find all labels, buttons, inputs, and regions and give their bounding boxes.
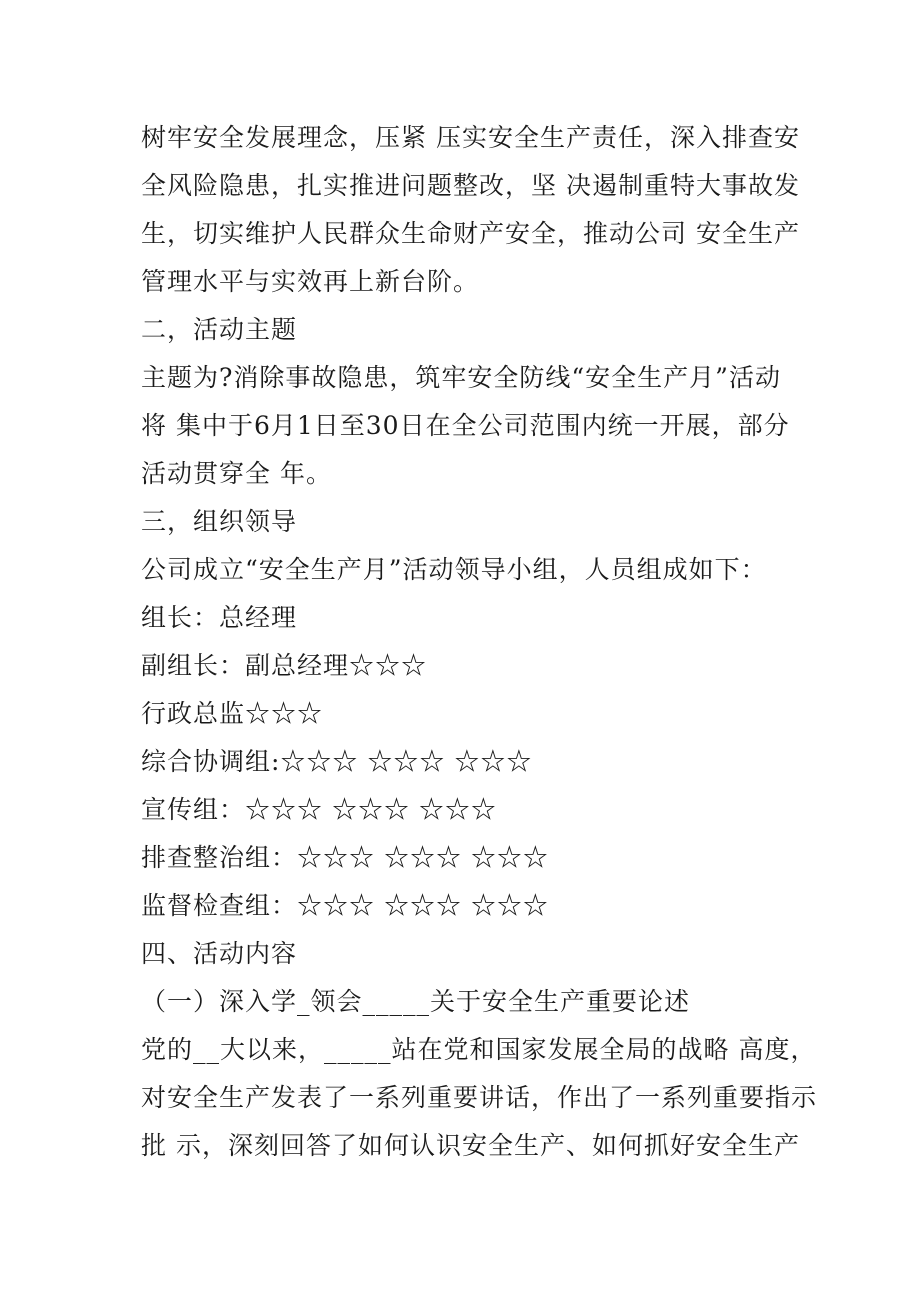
member-line: 综合协调组:☆☆☆ ☆☆☆ ☆☆☆: [141, 747, 533, 776]
paragraph-line: 管理水平与实效再上新台阶。: [141, 267, 480, 296]
paragraph-line: 公司成立“安全生产月”活动领导小组，人员组成如下：: [141, 555, 767, 584]
paragraph-line: 生，切实维护人民群众生命财产安全，推动公司 安全生产: [141, 219, 800, 248]
paragraph-line: 主题为?消除事故隐患，筑牢安全防线“安全生产月”活动: [141, 363, 781, 392]
member-line: 宣传组：☆☆☆ ☆☆☆ ☆☆☆: [141, 795, 497, 824]
paragraph-line: 全风险隐患，扎实推进问题整改，坚 决遏制重特大事故发: [141, 171, 800, 200]
paragraph-line: 活动贯穿全 年。: [141, 459, 332, 488]
subsection-heading: （一）深入学_领会_____关于安全生产重要论述: [141, 987, 691, 1016]
member-line: 排查整治组：☆☆☆ ☆☆☆ ☆☆☆: [141, 843, 549, 872]
member-line: 组长：总经理: [141, 603, 298, 632]
paragraph-line: 批 示，深刻回答了如何认识安全生产、如何抓好安全生产: [141, 1131, 800, 1160]
paragraph-line: 将 集中于6月1日至30日在全公司范围内统一开展，部分: [141, 411, 790, 440]
paragraph-line: 树牢安全发展理念，压紧 压实安全生产责任，深入排查安: [141, 123, 800, 152]
section-heading: 四、活动内容: [141, 939, 298, 968]
member-line: 行政总监☆☆☆: [141, 699, 324, 728]
member-line: 副组长：副总经理☆☆☆: [141, 651, 428, 680]
paragraph-line: 党的__大以来，_____站在党和国家发展全局的战略 高度，: [141, 1035, 817, 1064]
section-heading: 二，活动主题: [141, 315, 298, 344]
member-line: 监督检查组：☆☆☆ ☆☆☆ ☆☆☆: [141, 891, 549, 920]
paragraph-line: 对安全生产发表了一系列重要讲话，作出了一系列重要指示: [141, 1083, 818, 1112]
document-body: [141, 114, 818, 1170]
section-heading: 三，组织领导: [141, 507, 298, 536]
